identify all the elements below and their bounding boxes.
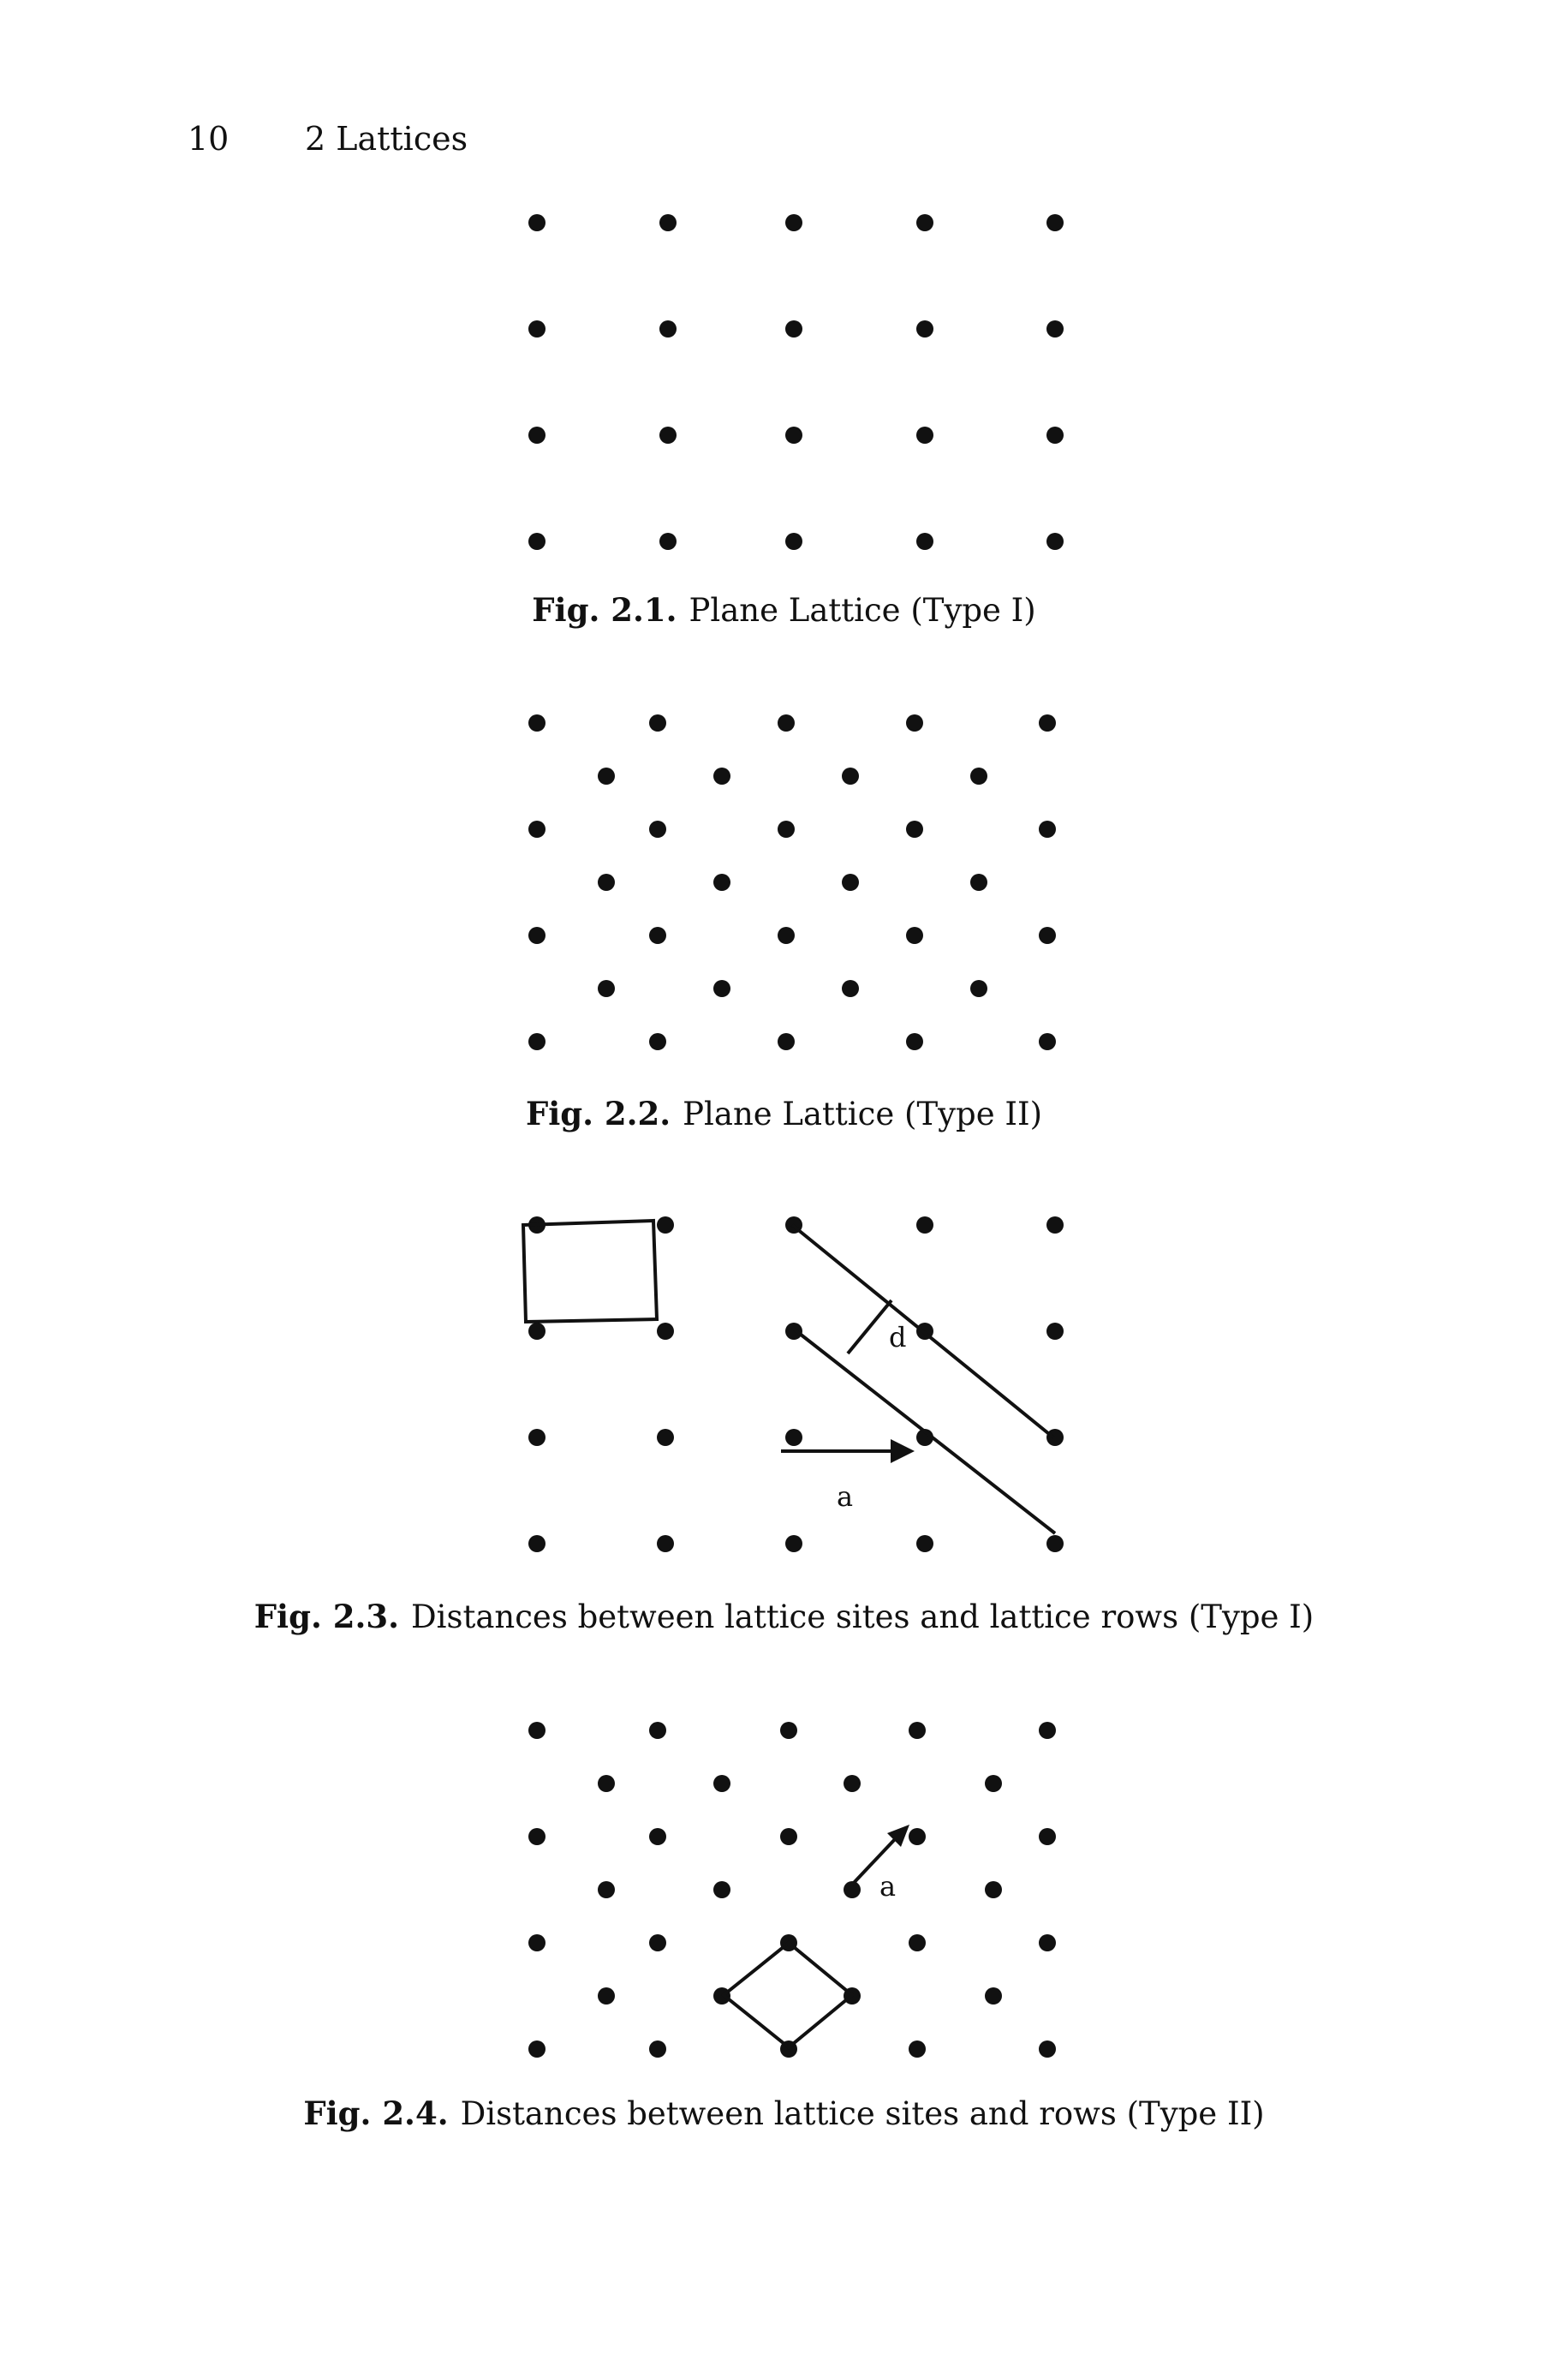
lattice-point (528, 214, 546, 231)
lattice-point (916, 533, 933, 550)
lattice-point (528, 1535, 546, 1552)
lattice-point (970, 980, 987, 997)
lattice-point (528, 427, 546, 444)
figure-caption-text: Distances between lattice sites and rows (Type II) (460, 2095, 1265, 2132)
lattice-point (657, 1323, 674, 1340)
running-head: 2 Lattices (305, 120, 468, 158)
lattice-point (909, 1934, 926, 1951)
lattice-point (649, 821, 666, 838)
lattice-point (1039, 927, 1056, 944)
lattice-point (1046, 427, 1064, 444)
lattice-point (659, 214, 677, 231)
lattice-point (906, 821, 923, 838)
lattice-point (916, 1535, 933, 1552)
lattice-point (528, 1429, 546, 1446)
lattice-row-line (792, 1225, 1053, 1437)
lattice-point (785, 427, 802, 444)
lattice-point (1039, 2040, 1056, 2058)
lattice-point (1039, 1828, 1056, 1845)
figure-label: Fig. 2.2. (525, 1095, 671, 1132)
lattice-point (528, 533, 546, 550)
figure-2-4 (0, 1705, 1568, 2167)
lattice-point (649, 714, 666, 732)
lattice-point (1046, 214, 1064, 231)
distances-type-1-diagram (0, 1199, 1568, 1593)
lattice-point (598, 1881, 615, 1898)
lattice-point (528, 2040, 546, 2058)
figure-label: Fig. 2.3. (253, 1598, 399, 1635)
lattice-point (1039, 714, 1056, 732)
lattice-point (842, 768, 859, 785)
lattice-point (985, 1775, 1002, 1792)
lattice-point (1046, 1216, 1064, 1234)
lattice-point (778, 927, 795, 944)
site-distance-label: a (879, 1870, 897, 1903)
lattice-point (780, 1722, 797, 1739)
lattice-point (657, 1535, 674, 1552)
lattice-point (713, 980, 730, 997)
lattice-point (916, 427, 933, 444)
lattice-point (785, 320, 802, 338)
lattice-point (649, 1033, 666, 1050)
unit-cell-rhombus (724, 1943, 852, 2047)
lattice-point (649, 1934, 666, 1951)
lattice-point (528, 714, 546, 732)
figure-caption (0, 2094, 1568, 2132)
lattice-point (844, 1775, 861, 1792)
lattice-point (713, 1881, 730, 1898)
lattice-point (1039, 1722, 1056, 1739)
lattice-point (528, 927, 546, 944)
lattice-point (649, 1722, 666, 1739)
page-number: 10 (188, 120, 230, 158)
lattice-point (657, 1429, 674, 1446)
lattice-point (659, 427, 677, 444)
lattice-point (780, 1828, 797, 1845)
lattice-point (528, 1828, 546, 1845)
lattice-point (657, 1216, 674, 1234)
lattice-point (906, 927, 923, 944)
page-header (0, 120, 1568, 163)
lattice-point (778, 714, 795, 732)
lattice-point (906, 1033, 923, 1050)
lattice-point (598, 1775, 615, 1792)
row-distance-marker (848, 1300, 891, 1353)
lattice-point (985, 1881, 1002, 1898)
lattice-point (985, 1987, 1002, 2005)
lattice-point (906, 714, 923, 732)
lattice-point (785, 533, 802, 550)
lattice-point (785, 214, 802, 231)
figure-2-2 (0, 685, 1568, 1148)
lattice-point (649, 2040, 666, 2058)
lattice-point (528, 1934, 546, 1951)
lattice-point (1046, 320, 1064, 338)
figure-caption-text: Distances between lattice sites and lattice rows (Type I) (410, 1598, 1315, 1635)
lattice-point (528, 1033, 546, 1050)
lattice-point (528, 320, 546, 338)
arrowhead-icon (891, 1439, 915, 1463)
lattice-point (528, 1722, 546, 1739)
lattice-point (598, 980, 615, 997)
figure-label: Fig. 2.1. (532, 591, 677, 629)
figure-label: Fig. 2.4. (303, 2094, 449, 2132)
lattice-point (842, 980, 859, 997)
lattice-point (528, 821, 546, 838)
lattice-type-2-diagram (0, 685, 1568, 1079)
lattice-point (778, 821, 795, 838)
lattice-row-line (792, 1328, 1055, 1533)
figure-caption (0, 591, 1568, 629)
lattice-point (713, 768, 730, 785)
row-distance-label: d (889, 1321, 907, 1353)
lattice-point (1039, 1934, 1056, 1951)
lattice-point (842, 874, 859, 891)
lattice-point (909, 2040, 926, 2058)
lattice-point (970, 768, 987, 785)
lattice-point (598, 874, 615, 891)
lattice-point (916, 320, 933, 338)
lattice-point (659, 533, 677, 550)
unit-cell-rectangle (523, 1221, 657, 1322)
lattice-point (1046, 1535, 1064, 1552)
lattice-point (916, 214, 933, 231)
lattice-point (778, 1033, 795, 1050)
lattice-point (909, 1722, 926, 1739)
lattice-point (1039, 821, 1056, 838)
figure-caption (0, 1095, 1568, 1132)
lattice-point (785, 1535, 802, 1552)
lattice-point (1046, 533, 1064, 550)
lattice-point (598, 768, 615, 785)
lattice-point (1046, 1323, 1064, 1340)
lattice-point (649, 1828, 666, 1845)
lattice-point (649, 927, 666, 944)
distances-type-2-diagram (0, 1705, 1568, 2082)
lattice-point (970, 874, 987, 891)
site-distance-label: a (837, 1480, 854, 1513)
lattice-point (916, 1216, 933, 1234)
figure-caption (0, 1598, 1568, 1635)
lattice-point (909, 1828, 926, 1845)
lattice-point (713, 1775, 730, 1792)
lattice-point (785, 1429, 802, 1446)
figure-2-1 (0, 197, 1568, 642)
lattice-point (713, 874, 730, 891)
lattice-point (1046, 1429, 1064, 1446)
lattice-point (528, 1323, 546, 1340)
lattice-point (1039, 1033, 1056, 1050)
figure-caption-text: Plane Lattice (Type I) (689, 592, 1036, 629)
lattice-point (598, 1987, 615, 2005)
lattice-type-1-diagram (0, 197, 1568, 557)
lattice-point (659, 320, 677, 338)
figure-2-3 (0, 1199, 1568, 1662)
figure-caption-text: Plane Lattice (Type II) (683, 1096, 1043, 1132)
